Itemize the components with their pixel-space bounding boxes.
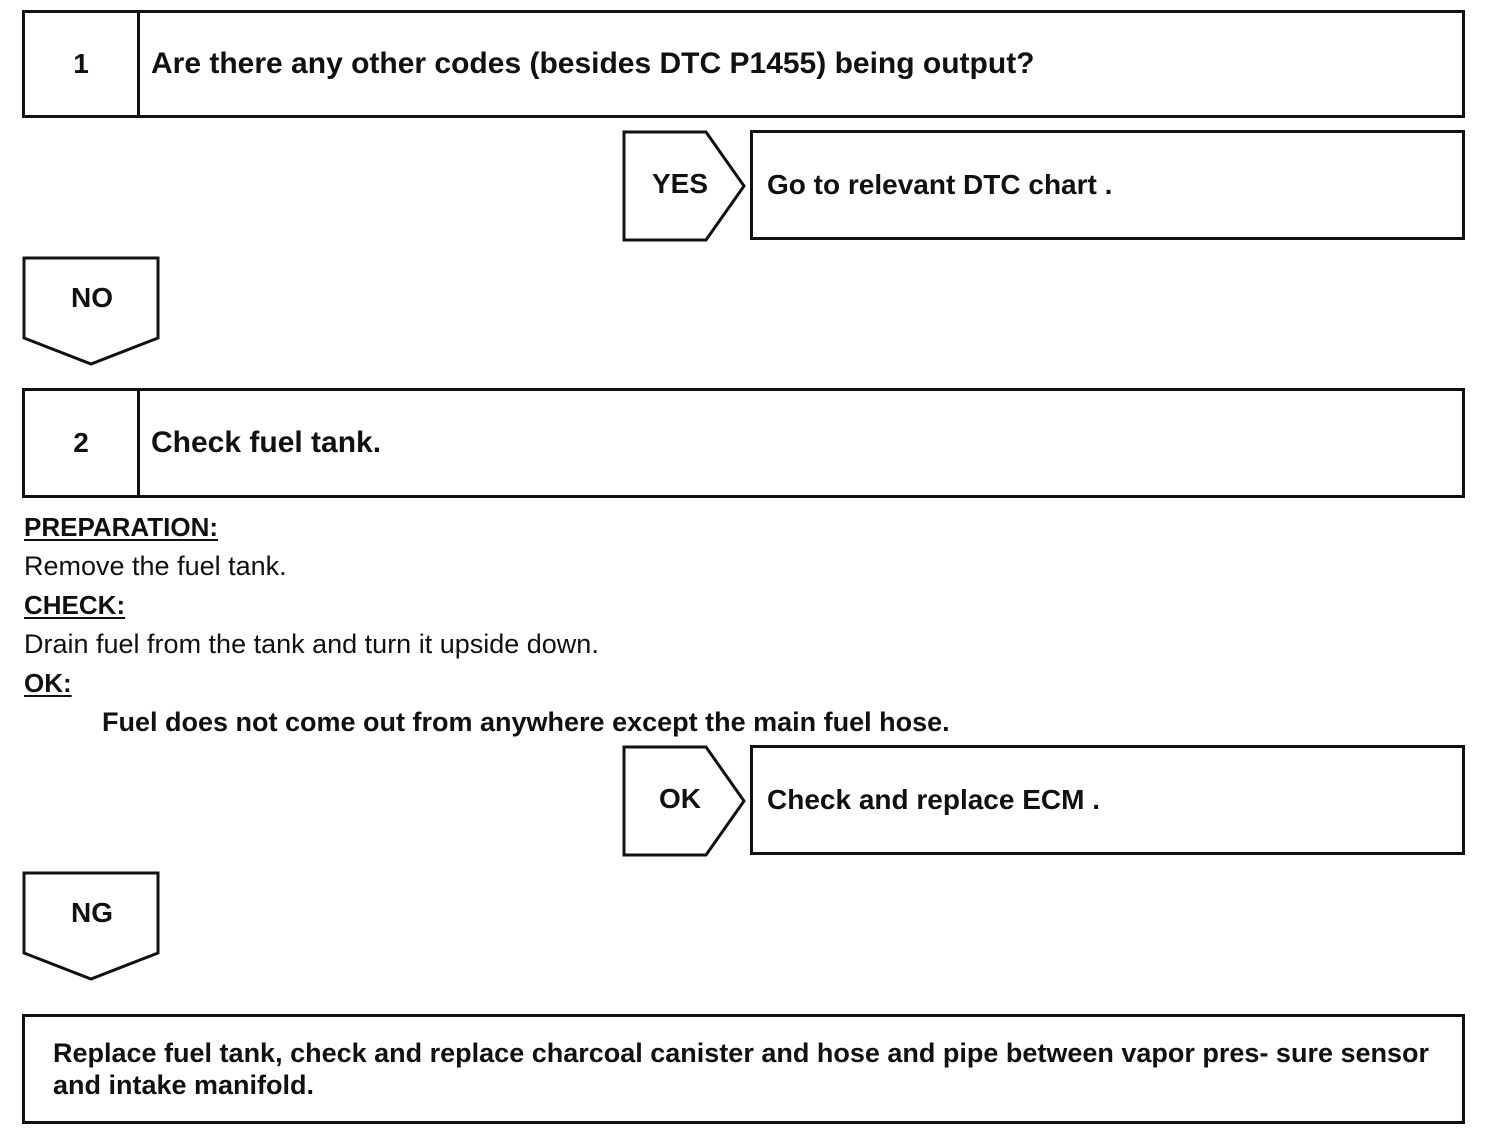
step-2-title: Check fuel tank. bbox=[151, 426, 382, 459]
final-action-box bbox=[22, 1014, 1465, 1124]
step-1-box bbox=[22, 10, 1465, 118]
ok-label: OK bbox=[659, 783, 701, 814]
check-heading: CHECK: bbox=[24, 590, 126, 620]
ok-result-text: Check and replace ECM . bbox=[767, 784, 1101, 815]
preparation-text: Remove the fuel tank. bbox=[24, 551, 287, 581]
step-1-question: Are there any other codes (besides DTC P1455) being output? bbox=[151, 47, 1035, 80]
step-2-number: 2 bbox=[25, 391, 140, 495]
ok-result-box bbox=[750, 745, 1465, 855]
step-1-number: 1 bbox=[25, 13, 140, 115]
yes-result-box bbox=[750, 130, 1465, 240]
yes-result-text: Go to relevant DTC chart . bbox=[767, 169, 1113, 200]
no-label: NO bbox=[71, 282, 113, 313]
check-text: Drain fuel from the tank and turn it upside down. bbox=[24, 629, 599, 659]
ok-criteria-text: Fuel does not come out from anywhere except the main fuel hose. bbox=[102, 707, 950, 737]
ok-heading: OK: bbox=[24, 668, 72, 698]
preparation-heading: PREPARATION: bbox=[24, 512, 219, 542]
yes-label: YES bbox=[651, 168, 709, 199]
step-2-box bbox=[22, 388, 1465, 498]
final-action-text: Replace fuel tank, check and replace charcoal canister and hose and pipe between vapor pres- sure sensor and intake manifold. bbox=[53, 1038, 1430, 1100]
ng-label: NG bbox=[71, 897, 113, 928]
